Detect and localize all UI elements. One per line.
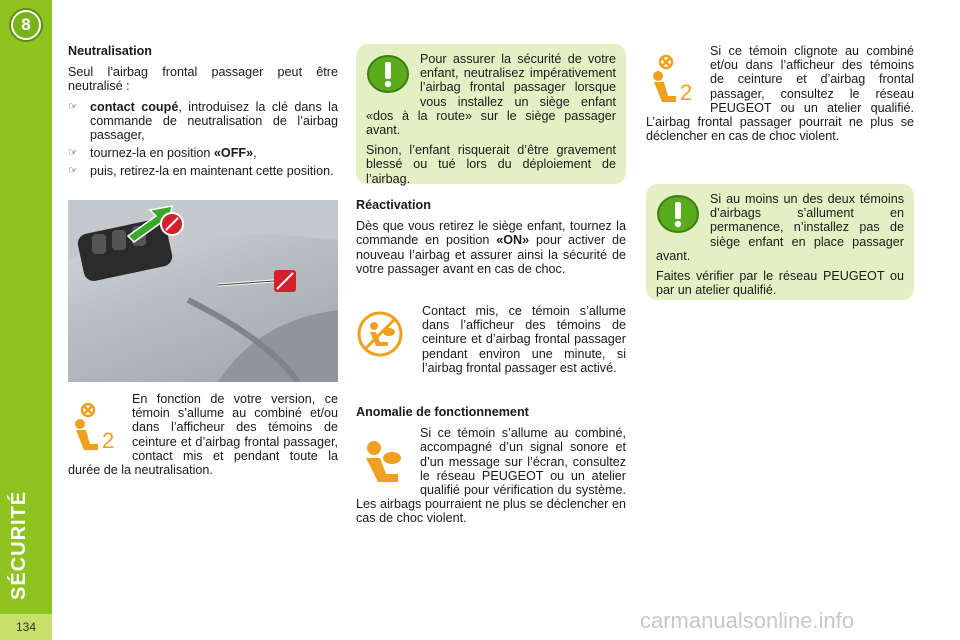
warning-exclamation-icon (366, 54, 410, 94)
neutralised-indicator-text: En fonction de votre version, ce témoin s’allume au combiné et/ou dans l’afficheur des témoins de ceinture et d’airbag frontal passager, contact mis et pendant toute la durée de la neutralisation. (68, 392, 338, 478)
blinking-indicator-text: Si ce témoin clignote au combiné et/ou dans l’afficheur des témoins de ceinture et d’airbag frontal passager, consultez le réseau PEUGEOT ou un atelier qualifié. L’airbag frontal passager pourrait ne plus se déclencher en cas de choc violent. (646, 44, 914, 144)
child-safety-warning-box (356, 44, 626, 184)
step-item (68, 100, 338, 143)
airbag-off-indicator-icon (646, 52, 702, 104)
step-bold: contact coupé (90, 99, 179, 114)
watermark: carmanualsonline.info (640, 608, 855, 633)
pointing-hand-icon: ☞ (68, 100, 78, 113)
neutralised-indicator-caption (68, 392, 338, 483)
malfunction-heading: Anomalie de fonctionnement (356, 405, 529, 419)
section-title: SÉCURITÉ (8, 490, 30, 600)
step-text: , introduisez la clé dans la commande de neutralisation de l’airbag passager, (90, 99, 338, 143)
child-safety-warning-text: Pour assurer la sécurité de votre enfant, neutralisez impérativement l’airbag frontal passager lorsque vous installez un siège enfant «dos à la route» sur le siège passager avant. (366, 52, 616, 138)
reactivation-text (356, 219, 626, 276)
airbag-active-indicator-icon (356, 310, 412, 360)
svg-text:2: 2 (680, 80, 693, 104)
airbag-active-indicator-text: Contact mis, ce témoin s’allume dans l’afficheur des témoins de ceinture et d’airbag frontal passager pendant environ une minute, si l’airbag frontal passager est activé. (422, 304, 626, 375)
airbag-active-indicator-section (356, 304, 626, 381)
chapter-badge: 8 (11, 10, 41, 40)
permanent-warning-text: Si au moins un des deux témoins d’airbags s’allument en permanence, n’installez pas de siège enfant en place passager avant. (656, 192, 904, 263)
permanent-warning-advice: Faites vérifier par le réseau PEUGEOT ou par un atelier qualifié. (656, 269, 904, 298)
malfunction-section (356, 405, 626, 532)
pointing-hand-icon: ☞ (68, 147, 78, 160)
reactivation-text-part: Dès que vous retirez le siège enfant, tournez la commande en position (356, 219, 626, 248)
neutralisation-heading: Neutralisation (68, 44, 152, 58)
airbag-off-indicator-icon (68, 400, 124, 452)
airbag-key-switch-illustration (68, 200, 338, 382)
malfunction-text: Si ce témoin s’allume au combiné, accompagné d’un signal sonore et d’un message sur l’écran, consultez le réseau PEUGEOT ou un atelier qualifié pour vérification du système. Les airbags pourraient ne plus se déclencher en cas de choc violent. (356, 426, 626, 526)
neutralisation-steps (68, 100, 338, 179)
page-number: 134 (0, 614, 52, 640)
step-text: puis, retirez-la en maintenant cette position. (90, 164, 334, 179)
reactivation-section (356, 198, 626, 282)
blinking-indicator-section (646, 44, 914, 149)
airbag-fault-indicator-icon (356, 434, 412, 488)
step-text: tournez-la en position (90, 146, 214, 161)
reactivation-heading: Réactivation (356, 198, 431, 212)
child-safety-consequence-text: Sinon, l’enfant risquerait d’être gravement blessé ou tué lors du déploiement de l’airbag. (366, 143, 616, 186)
neutralisation-intro: Seul l’airbag frontal passager peut être neutralisé : (68, 65, 338, 94)
chapter-sidebar (0, 0, 52, 640)
step-text: , (253, 146, 257, 161)
pointing-hand-icon: ☞ (68, 165, 78, 178)
permanent-warning-box (646, 184, 914, 300)
reactivation-text-part: pour activer de nouveau l’airbag et assurer ainsi la sécurité de votre passager avant en cas de choc. (356, 233, 626, 276)
reactivation-on-label: «ON» (496, 233, 530, 248)
step-item (68, 164, 338, 178)
step-bold: «OFF» (213, 146, 254, 161)
key-switch-drawing (68, 200, 338, 382)
step-item (68, 146, 338, 160)
neutralisation-section (68, 44, 338, 183)
svg-text:2: 2 (102, 428, 115, 452)
warning-exclamation-icon (656, 194, 700, 234)
